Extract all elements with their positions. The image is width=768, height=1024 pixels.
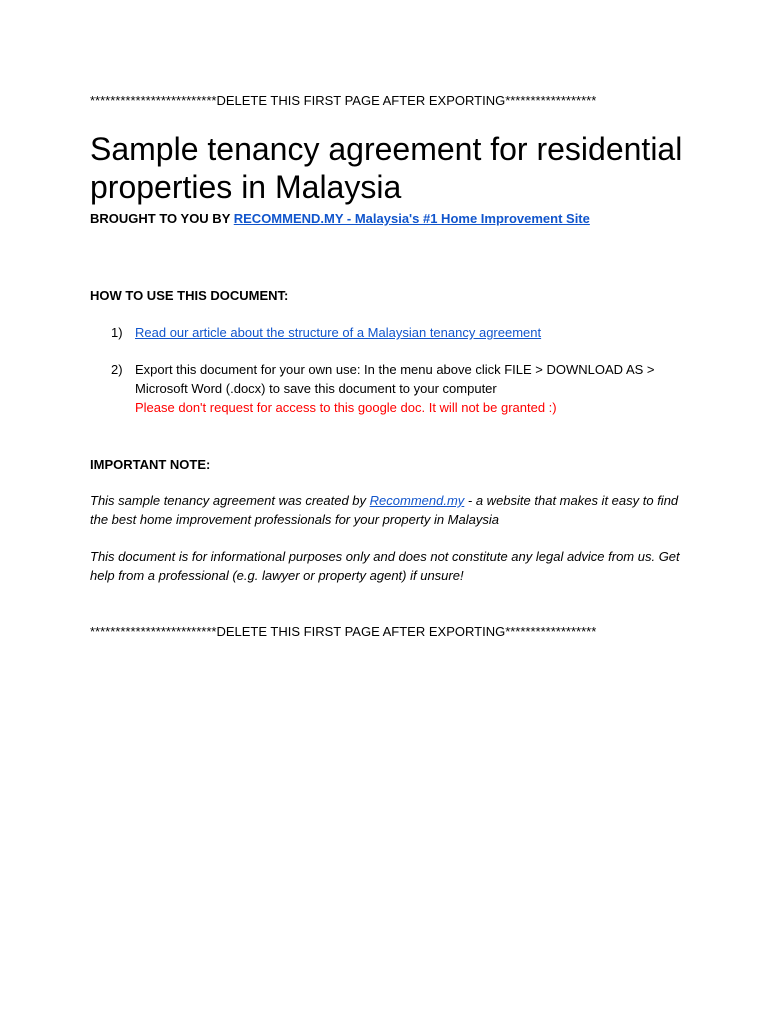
export-instructions: Export this document for your own use: In the menu above click FILE > DOWNLOAD AS > Microsoft Word (.docx) to save this document to your computer [135, 362, 655, 396]
step-number: 2) [111, 362, 123, 377]
subtitle-prefix: BROUGHT TO YOU BY [90, 211, 234, 226]
note-1-suffix: - a website that makes it easy to find the best home improvement professionals for your property in Malaysia [90, 493, 679, 527]
document-title: Sample tenancy agreement for residential properties in Malaysia [90, 131, 683, 205]
note-created-by [90, 491, 685, 529]
note-1-prefix: This sample tenancy agreement was created by [90, 493, 370, 508]
delete-banner-top: *************************DELETE THIS FIRST PAGE AFTER EXPORTING****************** [90, 93, 597, 108]
document-subtitle [90, 211, 590, 227]
recommend-my-inline-link[interactable]: Recommend.my [369, 493, 465, 508]
step-number: 1) [111, 325, 123, 340]
important-note-heading: IMPORTANT NOTE: [90, 457, 211, 472]
note-disclaimer: This document is for informational purposes only and does not constitute any legal advice from us. Get help from a professional (e.g. lawyer or property agent) if unsure! [90, 549, 680, 583]
access-warning: Please don't request for access to this google doc. It will not be granted :) [135, 400, 557, 415]
delete-banner-bottom: *************************DELETE THIS FIRST PAGE AFTER EXPORTING****************** [90, 624, 597, 639]
recommend-my-link[interactable]: RECOMMEND.MY - Malaysia's #1 Home Improvement Site [233, 211, 590, 226]
article-link[interactable]: Read our article about the structure of a Malaysian tenancy agreement [135, 325, 542, 340]
howto-heading: HOW TO USE THIS DOCUMENT: [90, 288, 289, 303]
